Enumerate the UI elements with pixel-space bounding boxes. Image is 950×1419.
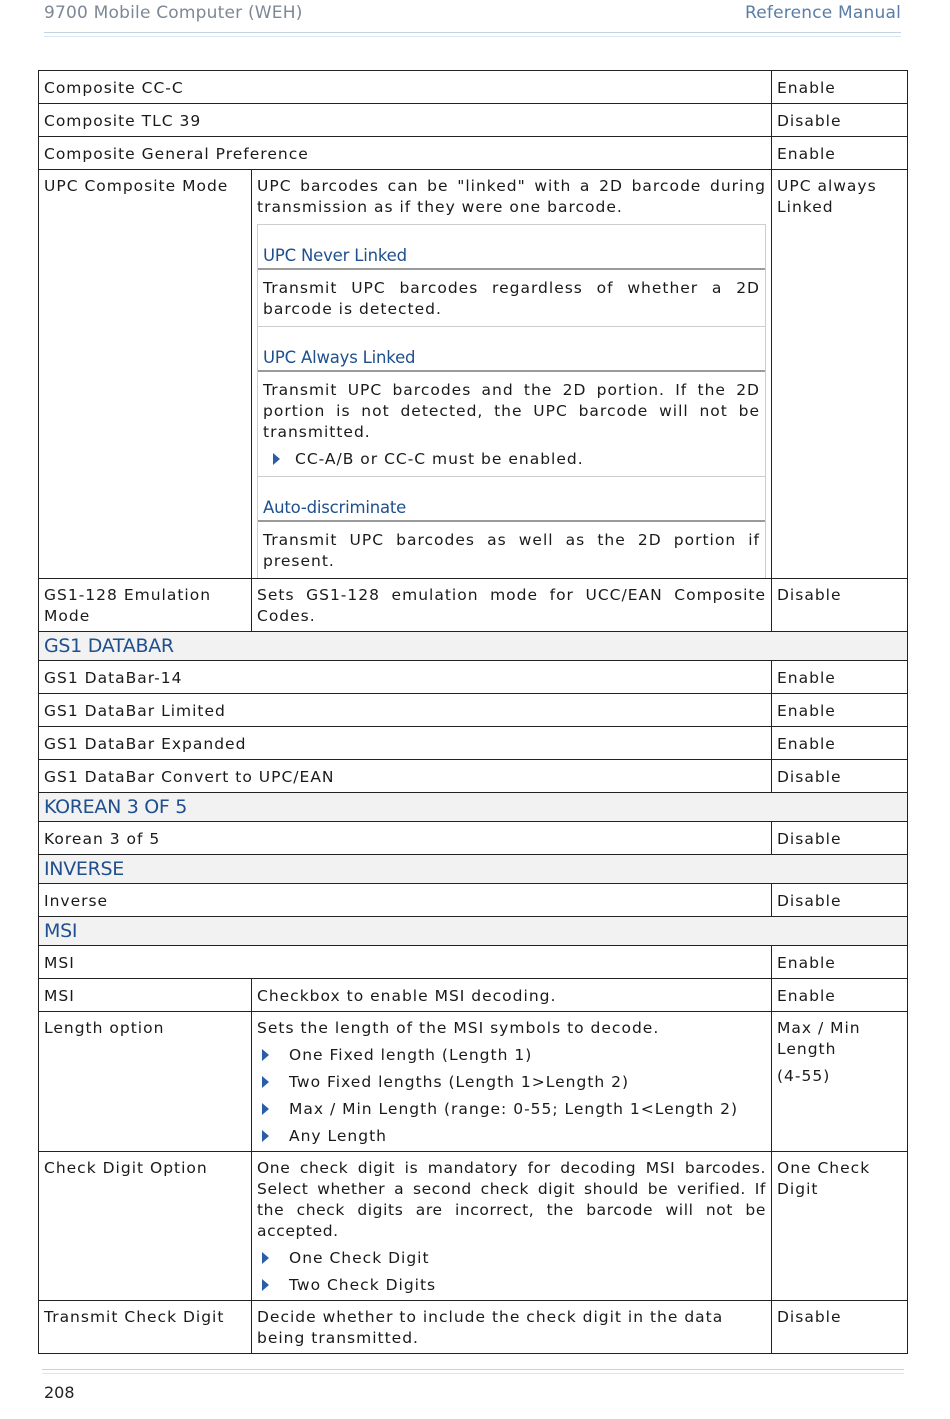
setting-default: Disable <box>772 104 908 137</box>
setting-default: Disable <box>772 1301 908 1354</box>
option-label: Any Length <box>289 1127 387 1145</box>
section-title: KOREAN 3 OF 5 <box>44 796 188 818</box>
setting-description: Checkbox to enable MSI decoding. <box>252 979 772 1012</box>
setting-default: Enable <box>772 137 908 170</box>
option-body <box>258 372 765 477</box>
description-text: Sets the length of the MSI symbols to decode. <box>257 1019 660 1037</box>
setting-default: One Check Digit <box>772 1152 908 1301</box>
page-header <box>44 3 901 33</box>
option-title: Auto-discriminate <box>258 477 765 522</box>
setting-default: Enable <box>772 946 908 979</box>
bullet-arrow-icon <box>262 1279 269 1291</box>
setting-name: MSI <box>39 946 772 979</box>
setting-name: Composite TLC 39 <box>39 104 772 137</box>
table-row <box>39 822 908 855</box>
table-row <box>39 1012 908 1152</box>
table-row <box>39 104 908 137</box>
setting-name: GS1 DataBar-14 <box>39 661 772 694</box>
option-title: UPC Never Linked <box>258 225 765 270</box>
section-title: GS1 DATABAR <box>44 635 174 657</box>
document-title: 9700 Mobile Computer (WEH) <box>44 3 303 23</box>
section-row <box>39 855 908 884</box>
section-title: INVERSE <box>44 858 124 880</box>
setting-default: Disable <box>772 760 908 793</box>
setting-default: Enable <box>772 727 908 760</box>
list-item <box>263 449 760 470</box>
table-row <box>39 1301 908 1354</box>
setting-name: Transmit Check Digit <box>39 1301 252 1354</box>
setting-name: GS1 DataBar Limited <box>39 694 772 727</box>
setting-name: Inverse <box>39 884 772 917</box>
setting-default: Disable <box>772 822 908 855</box>
bullet-arrow-icon <box>262 1103 269 1115</box>
section-row <box>39 917 908 946</box>
option-label: Two Fixed lengths (Length 1>Length 2) <box>289 1073 630 1091</box>
setting-default: Disable <box>772 884 908 917</box>
bullet-arrow-icon <box>262 1076 269 1088</box>
setting-default: Disable <box>772 579 908 632</box>
setting-name: MSI <box>39 979 252 1012</box>
bullet-arrow-icon <box>262 1049 269 1061</box>
list-item <box>257 1248 766 1269</box>
option-text: Transmit UPC barcodes and the 2D portion. If the 2D portion is not detected, the UPC barcode will not be transmitted. <box>263 381 760 441</box>
setting-description <box>252 1152 772 1301</box>
bullet-arrow-icon <box>262 1252 269 1264</box>
page-number: 208 <box>44 1383 75 1402</box>
option-label: Max / Min Length (range: 0-55; Length 1<Length 2) <box>289 1100 739 1118</box>
setting-name: Korean 3 of 5 <box>39 822 772 855</box>
option-label: Two Check Digits <box>289 1276 437 1294</box>
option-text: Transmit UPC barcodes regardless of whether a 2D barcode is detected. <box>258 270 765 327</box>
option-note: CC-A/B or CC-C must be enabled. <box>295 450 584 468</box>
table-row <box>39 760 908 793</box>
setting-name: Length option <box>39 1012 252 1152</box>
header-rule <box>44 32 901 37</box>
manual-label: Reference Manual <box>745 3 901 23</box>
setting-default: Enable <box>772 661 908 694</box>
table-row <box>39 727 908 760</box>
table-row <box>39 979 908 1012</box>
option-title: UPC Always Linked <box>258 327 765 372</box>
table-row <box>39 1152 908 1301</box>
setting-default: Enable <box>772 71 908 104</box>
setting-name: GS1 DataBar Convert to UPC/EAN <box>39 760 772 793</box>
setting-name: UPC Composite Mode <box>39 170 252 579</box>
setting-name: Composite CC-C <box>39 71 772 104</box>
settings-table <box>38 70 908 1354</box>
bullet-arrow-icon <box>262 1130 269 1142</box>
list-item <box>257 1099 766 1120</box>
table-row <box>39 694 908 727</box>
setting-name: Composite General Preference <box>39 137 772 170</box>
setting-description: Decide whether to include the check digit in the data being transmitted. <box>252 1301 772 1354</box>
setting-default <box>772 1012 908 1152</box>
setting-description: Sets GS1-128 emulation mode for UCC/EAN Composite Codes. <box>252 579 772 632</box>
table-row <box>39 946 908 979</box>
section-row <box>39 793 908 822</box>
footer-rule <box>42 1369 904 1374</box>
list-item <box>257 1126 766 1147</box>
option-text: Transmit UPC barcodes as well as the 2D portion if present. <box>263 531 760 570</box>
setting-default: UPC always Linked <box>772 170 908 579</box>
option-box <box>257 224 766 578</box>
setting-default: Enable <box>772 694 908 727</box>
default-note: (4-55) <box>777 1067 831 1085</box>
setting-description <box>252 170 772 579</box>
default-value: Max / Min Length <box>777 1019 861 1058</box>
list-item <box>257 1072 766 1093</box>
bullet-arrow-icon <box>273 453 280 465</box>
description-text: UPC barcodes can be "linked" with a 2D barcode during transmission as if they were one barcode. <box>257 177 766 216</box>
table-row <box>39 170 908 579</box>
option-label: One Check Digit <box>289 1249 430 1267</box>
setting-description <box>252 1012 772 1152</box>
table-row <box>39 661 908 694</box>
setting-name: GS1-128 Emulation Mode <box>39 579 252 632</box>
table-row <box>39 137 908 170</box>
setting-name: GS1 DataBar Expanded <box>39 727 772 760</box>
option-label: One Fixed length (Length 1) <box>289 1046 533 1064</box>
section-row <box>39 632 908 661</box>
table-row <box>39 579 908 632</box>
table-row <box>39 71 908 104</box>
table-row <box>39 884 908 917</box>
section-title: MSI <box>44 920 78 942</box>
description-text: One check digit is mandatory for decoding MSI barcodes. Select whether a second check digit should be verified. If the check digits are incorrect, the barcode will not be accepted. <box>257 1159 766 1240</box>
list-item <box>257 1045 766 1066</box>
list-item <box>257 1275 766 1296</box>
setting-default: Enable <box>772 979 908 1012</box>
setting-name: Check Digit Option <box>39 1152 252 1301</box>
